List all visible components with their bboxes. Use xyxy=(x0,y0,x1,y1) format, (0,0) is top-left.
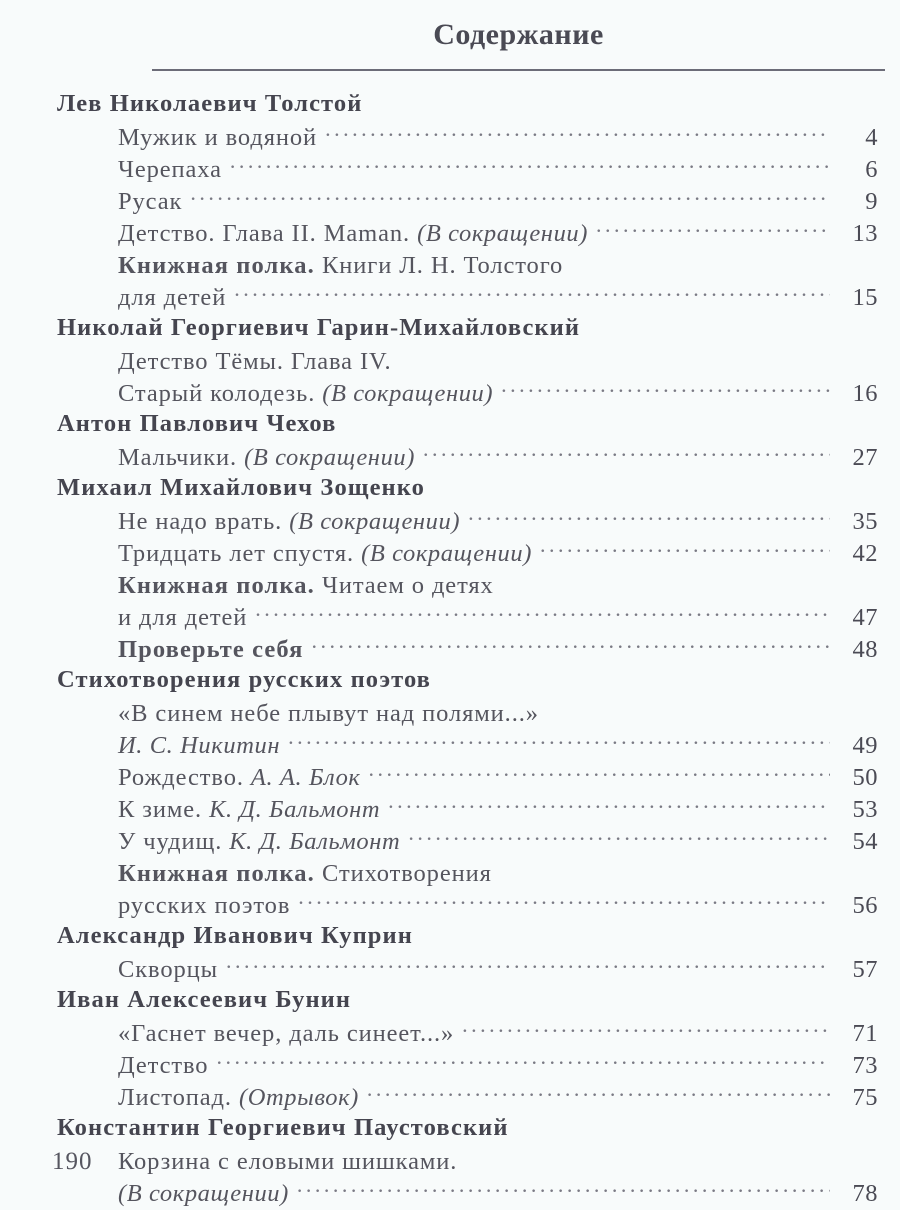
dot-leader xyxy=(325,120,830,145)
toc-entry-inner xyxy=(118,504,878,538)
dot-leader xyxy=(234,280,830,305)
toc-entry-inner xyxy=(118,536,878,570)
toc-entry-title xyxy=(118,538,538,570)
entry-text-part: (В сокращении) xyxy=(417,219,589,247)
dot-leader xyxy=(500,856,830,881)
toc-entry-title xyxy=(118,154,228,186)
entry-text-part: Черепаха xyxy=(118,155,222,183)
toc-entry-title xyxy=(118,858,498,890)
toc-entry-title xyxy=(118,730,286,762)
toc-entry-page-number: 56 xyxy=(852,891,878,919)
toc-entry-row[interactable] xyxy=(0,824,900,856)
toc-entry-row[interactable] xyxy=(0,760,900,792)
dot-leader xyxy=(190,184,830,209)
toc-entry-row[interactable] xyxy=(0,184,900,216)
toc-entry-inner xyxy=(118,248,878,282)
entry-text-part: Мальчики. xyxy=(118,443,245,471)
dot-leader xyxy=(465,1144,830,1169)
dot-leader xyxy=(226,952,830,977)
toc-entry-page-number: 9 xyxy=(865,187,878,215)
entry-text-part: И. С. Никитин xyxy=(118,731,281,759)
entry-text-part: Тридцать лет спустя. xyxy=(118,539,362,567)
toc-entry-page-number: 53 xyxy=(852,795,878,823)
toc-entry-row[interactable] xyxy=(0,1016,900,1048)
toc-entry-inner xyxy=(118,1080,878,1114)
toc-entry-inner xyxy=(118,280,878,314)
toc-entry-row[interactable] xyxy=(0,888,900,920)
toc-entry-row[interactable] xyxy=(0,120,900,152)
entry-text-part: Русак xyxy=(118,187,183,215)
toc-entry-inner xyxy=(118,888,878,922)
entry-text-part: Мужик и водяной xyxy=(118,123,318,151)
toc-entry-row[interactable] xyxy=(0,1176,900,1208)
entry-text-part: Не надо врать. xyxy=(118,507,290,535)
toc-entry-row[interactable] xyxy=(0,440,900,472)
dot-leader xyxy=(311,632,830,657)
entry-text-part: (В сокращении) xyxy=(361,539,532,567)
toc-entry-title xyxy=(118,826,406,858)
toc-entry-inner xyxy=(118,952,878,986)
entry-text-part: Рождество. xyxy=(118,763,251,791)
entry-text-part: Иван Алексеевич Бунин xyxy=(57,986,352,1013)
dot-leader xyxy=(547,696,830,721)
dot-leader xyxy=(571,248,830,273)
dot-leader xyxy=(596,216,830,241)
toc-entry-inner xyxy=(118,728,878,762)
entry-text-part: К. Д. Бальмонт xyxy=(229,827,401,855)
toc-entry-row[interactable] xyxy=(0,1144,900,1176)
dot-leader xyxy=(367,1080,830,1105)
toc-author-heading xyxy=(0,472,900,504)
toc-entry-title xyxy=(118,602,253,634)
toc-entry-row[interactable] xyxy=(0,536,900,568)
toc-entry-inner xyxy=(118,760,878,794)
title-divider xyxy=(152,69,885,71)
dot-leader xyxy=(501,376,830,401)
entry-text-part: Читаем о детях xyxy=(322,571,494,599)
toc-author-heading xyxy=(0,88,900,120)
entry-text-part: Книжная полка. xyxy=(118,859,323,887)
entry-text-part: Проверьте себя xyxy=(118,635,304,663)
entry-text-part: Лев Николаевич Толстой xyxy=(57,90,363,117)
entry-text-part: (В сокращении) xyxy=(322,379,494,407)
entry-text-part: Детство. Глава II. Maman. xyxy=(118,219,418,247)
toc-entry-title xyxy=(118,1146,463,1178)
toc-entry-title xyxy=(118,122,323,154)
entry-text-part: Книжная полка. xyxy=(118,251,323,279)
toc-entry-inner xyxy=(118,1176,878,1210)
toc-entry-inner xyxy=(118,568,878,602)
entry-text-part: Корзина с еловыми шишками. xyxy=(118,1147,458,1175)
toc-entry-row[interactable] xyxy=(0,600,900,632)
toc-entry-title xyxy=(118,1178,295,1210)
entry-text-part: Старый колодезь. xyxy=(118,379,323,407)
toc-entry-inner xyxy=(118,376,878,410)
entry-text-part: У чудищ. xyxy=(118,827,230,855)
toc-entry-row[interactable] xyxy=(0,792,900,824)
dot-leader xyxy=(388,792,830,817)
folio-page-number: 190 xyxy=(52,1148,93,1175)
entry-text-part: русских поэтов xyxy=(118,891,291,919)
toc-entry-page-number: 49 xyxy=(852,731,878,759)
toc-entry-page-number: 54 xyxy=(852,827,878,855)
page-title: Содержание xyxy=(433,18,604,51)
dot-leader xyxy=(255,600,830,625)
toc-entry-inner xyxy=(118,120,878,154)
dot-leader xyxy=(230,152,830,177)
toc-entry-inner xyxy=(118,824,878,858)
toc-entry-title xyxy=(118,218,594,250)
toc-entry-page-number: 6 xyxy=(865,155,878,183)
toc-entry-title xyxy=(118,570,500,602)
toc-author-heading xyxy=(0,984,900,1016)
toc-entry-inner xyxy=(118,216,878,250)
dot-leader xyxy=(400,344,831,369)
toc-entry-title xyxy=(118,282,232,314)
toc-entry-inner xyxy=(118,440,878,474)
toc-entry-page-number: 15 xyxy=(852,283,878,311)
toc-entry-inner xyxy=(118,184,878,218)
toc-entry-row[interactable] xyxy=(0,152,900,184)
entry-text-part: Стихотворения xyxy=(322,859,492,887)
toc-entry-title xyxy=(118,1082,365,1114)
toc-entry-title xyxy=(118,634,309,666)
entry-text-part: Стихотворения русских поэтов xyxy=(57,666,432,693)
toc-author-heading xyxy=(0,920,900,952)
toc-entry-page-number: 13 xyxy=(852,219,878,247)
dot-leader xyxy=(288,728,830,753)
entry-text-part: (В сокращении) xyxy=(118,1179,289,1207)
dot-leader xyxy=(468,504,830,529)
toc-entry-row[interactable] xyxy=(0,1080,900,1112)
toc-entry-title xyxy=(118,346,398,378)
table-of-contents-list xyxy=(0,88,900,1208)
toc-entry-row[interactable] xyxy=(0,696,900,728)
toc-entry-page-number: 47 xyxy=(852,603,878,631)
toc-entry-title xyxy=(118,186,188,218)
toc-author-heading xyxy=(0,408,900,440)
toc-entry-title xyxy=(118,954,224,986)
toc-entry-title xyxy=(118,250,569,282)
toc-entry-page-number: 27 xyxy=(852,443,878,471)
dot-leader xyxy=(408,824,830,849)
entry-text-part: Детство xyxy=(118,1051,209,1079)
toc-entry-row[interactable] xyxy=(0,504,900,536)
toc-entry-title xyxy=(118,506,466,538)
toc-entry-page-number: 75 xyxy=(852,1083,878,1111)
entry-text-part: «В синем небе плывут над полями...» xyxy=(118,699,539,727)
entry-text-part: Константин Георгиевич Паустовский xyxy=(57,1114,509,1141)
toc-entry-page-number: 4 xyxy=(865,123,878,151)
dot-leader xyxy=(216,1048,830,1073)
toc-entry-inner xyxy=(118,1048,878,1082)
toc-entry-inner xyxy=(118,600,878,634)
toc-entry-row[interactable] xyxy=(0,952,900,984)
toc-entry-title xyxy=(118,1018,460,1050)
toc-author-heading xyxy=(0,1112,900,1144)
toc-entry-title xyxy=(118,794,386,826)
entry-text-part: (Отрывок) xyxy=(238,1083,359,1111)
dot-leader xyxy=(423,440,830,465)
entry-text-part: Скворцы xyxy=(118,955,219,983)
entry-text-part: Александр Иванович Куприн xyxy=(57,922,413,949)
entry-text-part: А. А. Блок xyxy=(250,763,361,791)
toc-entry-row[interactable] xyxy=(0,632,900,664)
toc-entry-title xyxy=(118,378,499,410)
toc-entry-title xyxy=(118,1050,214,1082)
toc-entry-page-number: 48 xyxy=(852,635,878,663)
entry-text-part: и для детей xyxy=(118,603,248,631)
toc-entry-title xyxy=(118,442,421,474)
dot-leader xyxy=(297,1176,830,1201)
entry-text-part: Михаил Михайлович Зощенко xyxy=(57,474,426,501)
toc-entry-page-number: 42 xyxy=(852,539,878,567)
entry-text-part: (В сокращении) xyxy=(289,507,461,535)
toc-entry-page-number: 71 xyxy=(852,1019,878,1047)
entry-text-part: Николай Георгиевич Гарин-Михайловский xyxy=(57,314,581,341)
toc-entry-row[interactable] xyxy=(0,568,900,600)
toc-entry-page-number: 16 xyxy=(852,379,878,407)
dot-leader xyxy=(540,536,830,561)
toc-entry-inner xyxy=(118,792,878,826)
toc-entry-page-number: 78 xyxy=(852,1179,878,1207)
toc-entry-row[interactable] xyxy=(0,248,900,280)
toc-entry-row[interactable] xyxy=(0,216,900,248)
toc-entry-title xyxy=(118,890,296,922)
entry-text-part: Книжная полка. xyxy=(118,571,323,599)
toc-entry-row[interactable] xyxy=(0,1048,900,1080)
toc-entry-row[interactable] xyxy=(0,280,900,312)
toc-entry-title xyxy=(118,762,367,794)
dot-leader xyxy=(502,568,830,593)
entry-text-part: Детство Тёмы. Глава IV. xyxy=(118,347,392,375)
dot-leader xyxy=(298,888,830,913)
toc-entry-row[interactable] xyxy=(0,344,900,376)
toc-entry-row[interactable] xyxy=(0,376,900,408)
toc-entry-inner xyxy=(118,1144,878,1178)
toc-entry-inner xyxy=(118,152,878,186)
entry-text-part: Антон Павлович Чехов xyxy=(57,410,337,437)
toc-entry-inner xyxy=(118,1016,878,1050)
entry-text-part: К зиме. xyxy=(118,795,210,823)
dot-leader xyxy=(462,1016,830,1041)
toc-entry-page-number: 50 xyxy=(852,763,878,791)
toc-entry-page-number: 57 xyxy=(852,955,878,983)
entry-text-part: (В сокращении) xyxy=(244,443,416,471)
toc-entry-row[interactable] xyxy=(0,728,900,760)
toc-entry-page-number: 35 xyxy=(852,507,878,535)
toc-entry-inner xyxy=(118,696,878,730)
entry-text-part: Листопад. xyxy=(118,1083,239,1111)
entry-text-part: К. Д. Бальмонт xyxy=(209,795,381,823)
toc-entry-row[interactable] xyxy=(0,856,900,888)
entry-text-part: Книги Л. Н. Толстого xyxy=(322,251,564,279)
toc-entry-inner xyxy=(118,632,878,666)
toc-entry-inner xyxy=(118,856,878,890)
toc-entry-title xyxy=(118,698,545,730)
toc-author-heading xyxy=(0,664,900,696)
toc-author-heading xyxy=(0,312,900,344)
dot-leader xyxy=(369,760,831,785)
toc-entry-page-number: 73 xyxy=(852,1051,878,1079)
entry-text-part: «Гаснет вечер, даль синеет...» xyxy=(118,1019,455,1047)
toc-entry-inner xyxy=(118,344,878,378)
entry-text-part: для детей xyxy=(118,283,227,311)
